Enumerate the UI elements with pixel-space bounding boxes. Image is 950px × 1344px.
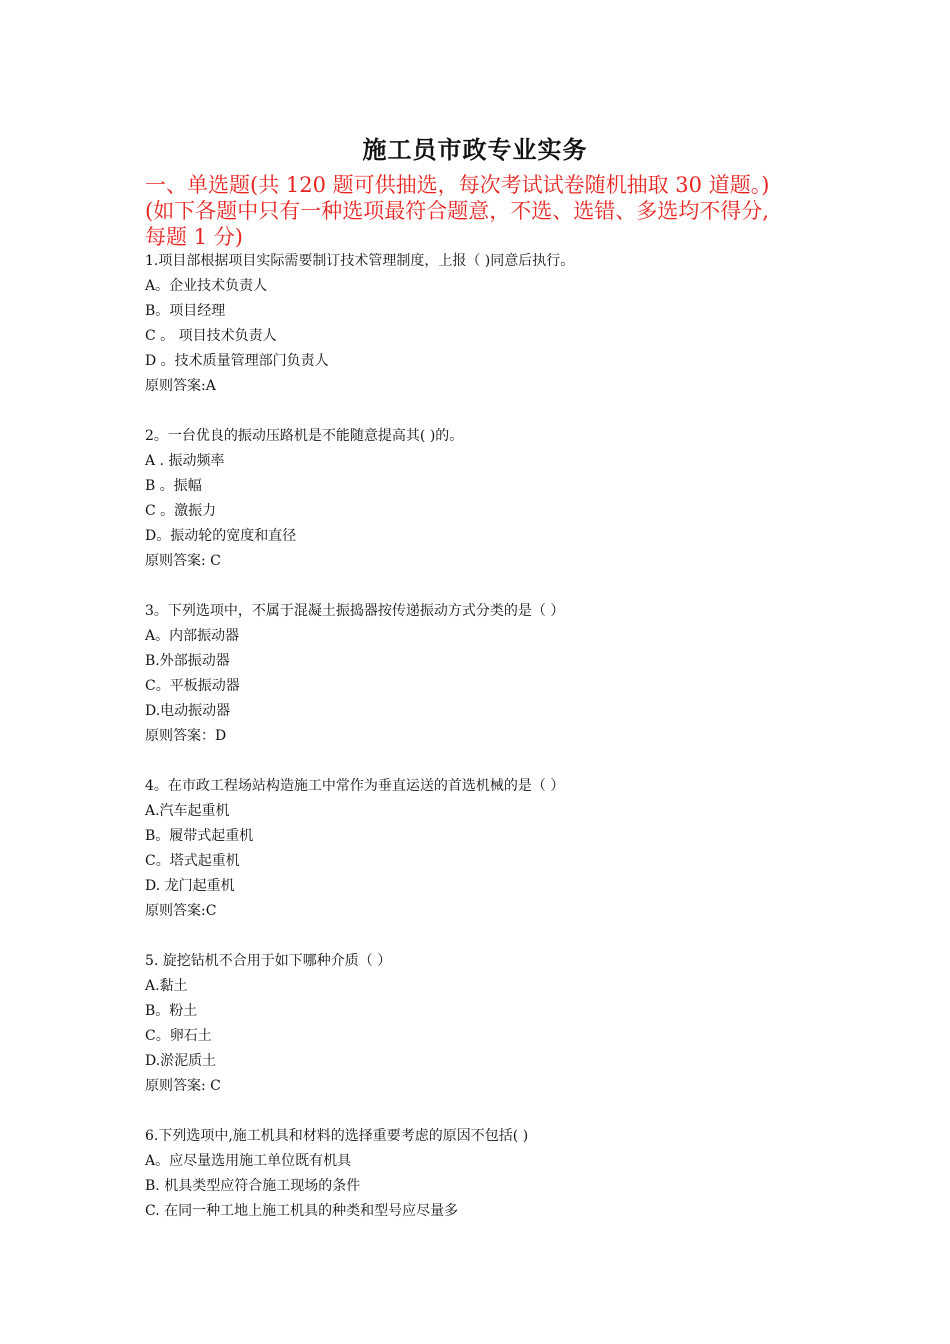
option-a: A。应尽量选用施工单位既有机具 [145,1153,352,1169]
question-stem: 4。在市政工程场站构造施工中常作为垂直运送的首选机械的是（ ） [145,778,565,794]
option-d: D. 龙门起重机 [145,878,235,894]
option-d: D。振动轮的宽度和直径 [145,528,297,544]
section-heading-line3: 每题 1 分) [145,225,243,249]
option-a: A.黏土 [145,978,188,994]
answer: 原则答案:C [145,903,217,919]
option-b: B 。振幅 [145,478,202,494]
question-stem: 5. 旋挖钻机不合用于如下哪种介质（ ） [145,953,392,969]
option-a: A。企业技术负责人 [145,278,268,294]
question-3 [145,599,845,749]
question-5 [145,949,845,1099]
option-d: D.淤泥质土 [145,1053,217,1069]
option-d: D 。技术质量管理部门负责人 [145,353,329,369]
question-stem: 3。下列选项中，不属于混凝土振捣器按传递振动方式分类的是（ ） [145,603,565,619]
option-c: C。塔式起重机 [145,853,240,869]
question-1 [145,249,845,399]
question-stem: 2。一台优良的振动压路机是不能随意提高其( )的。 [145,428,464,444]
option-c: C. 在同一种工地上施工机具的种类和型号应尽量多 [145,1203,459,1219]
answer: 原则答案: C [145,1078,221,1094]
option-c: C 。激振力 [145,503,217,519]
question-2 [145,424,845,574]
option-b: B。粉土 [145,1003,198,1019]
document-title: 施工员市政专业实务 [362,135,588,164]
option-c: C。卵石土 [145,1028,212,1044]
question-6 [145,1124,845,1224]
question-stem: 6.下列选项中,施工机具和材料的选择重要考虑的原因不包括( ) [145,1128,529,1144]
answer: 原则答案：D [145,728,227,744]
option-b: B. 机具类型应符合施工现场的条件 [145,1178,361,1194]
option-a: A.汽车起重机 [145,803,230,819]
answer: 原则答案: C [145,553,221,569]
option-c: C 。 项目技术负责人 [145,328,277,344]
question-4 [145,774,845,924]
option-b: B。项目经理 [145,303,226,319]
option-b: B。履带式起重机 [145,828,254,844]
answer: 原则答案:A [145,378,216,394]
option-b: B.外部振动器 [145,653,230,669]
option-d: D.电动振动器 [145,703,231,719]
section-heading-line1: 一、单选题(共 120 题可供抽选，每次考试试卷随机抽取 30 道题。) [145,173,770,197]
section-heading-line2: (如下各题中只有一种选项最符合题意，不选、选错、多选均不得分, [145,199,769,223]
option-a: A . 振动频率 [145,453,225,469]
question-stem: 1.项目部根据项目实际需要制订技术管理制度，上报（ )同意后执行。 [145,253,575,269]
section-heading [145,172,825,250]
question-list [145,249,845,1249]
option-c: C。平板振动器 [145,678,240,694]
option-a: A。内部振动器 [145,628,240,644]
